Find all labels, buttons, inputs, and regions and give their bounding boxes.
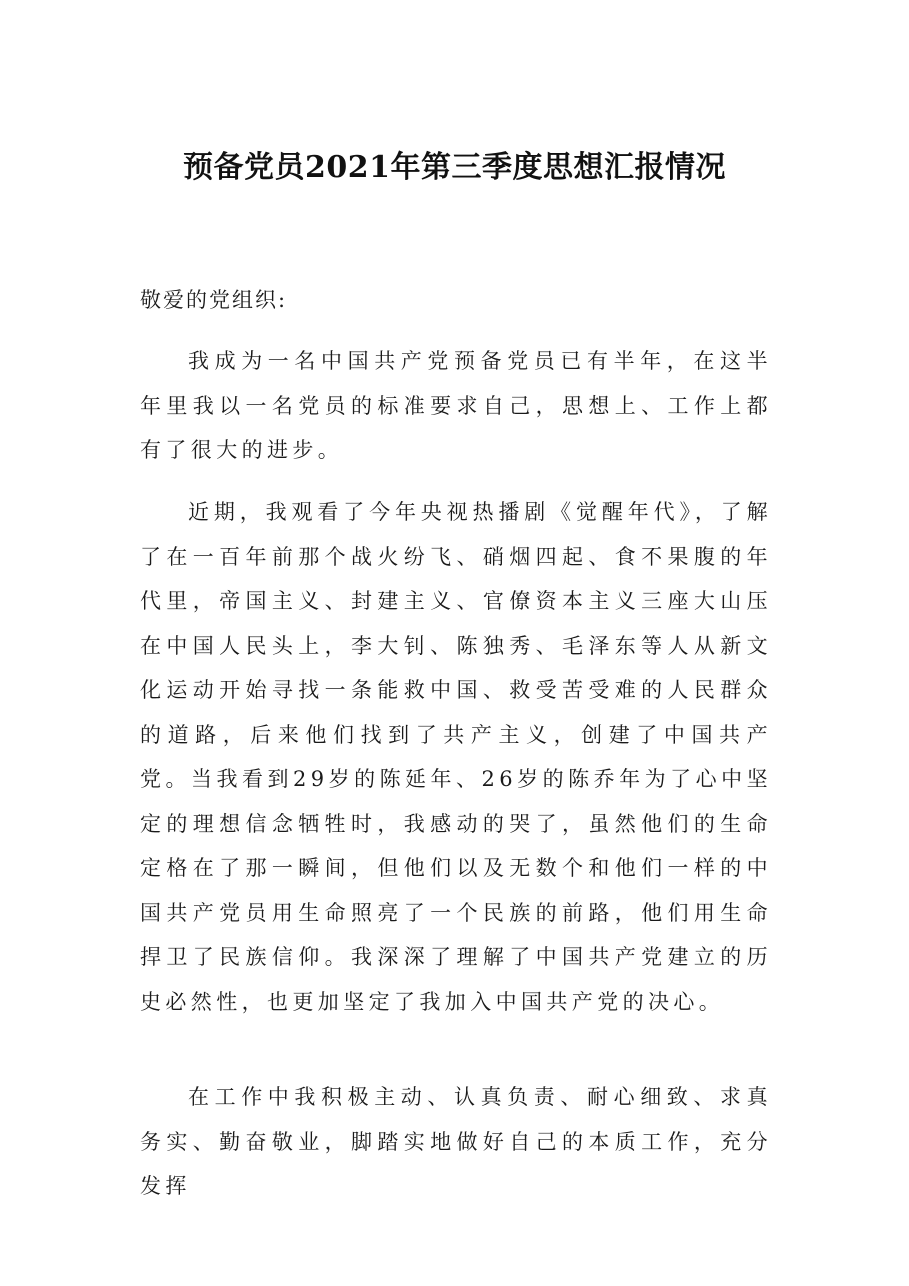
paragraph-2: 近期，我观看了今年央视热播剧《觉醒年代》，了解了在一百年前那个战火纷飞、硝烟四起、食不果腹的年代里，帝国主义、封建主义、官僚资本主义三座大山压在中国人民头上，李大钊、陈独秀、毛泽东等人从新文化运动开始寻找一条能救中国、救受苦受难的人民群众的道路，后来他们找到了共产主义，创建了中国共产党。当我看到29岁的陈延年、26岁的陈乔年为了心中坚定的理想信念牺牲时，我感动的哭了，虽然他们的生命定格在了那一瞬间，但他们以及无数个和他们一样的中国共产党员用生命照亮了一个民族的前路，他们用生命捍卫了民族信仰。我深深了理解了中国共产党建立的历史必然性，也更加坚定了我加入中国共产党的决心。 (140, 500, 772, 1014)
salutation: 敬爱的党组织: (140, 288, 288, 312)
paragraph-3: 在工作中我积极主动、认真负责、耐心细致、求真务实、勤奋敬业，脚踏实地做好自己的本质工作，充分发挥 (140, 1085, 772, 1198)
paragraph-1: 我成为一名中国共产党预备党员已有半年，在这半年里我以一名党员的标准要求自己，思想上、工作上都有了很大的进步。 (140, 349, 772, 462)
document-title: 预备党员2021年第三季度思想汇报情况 (183, 150, 726, 185)
